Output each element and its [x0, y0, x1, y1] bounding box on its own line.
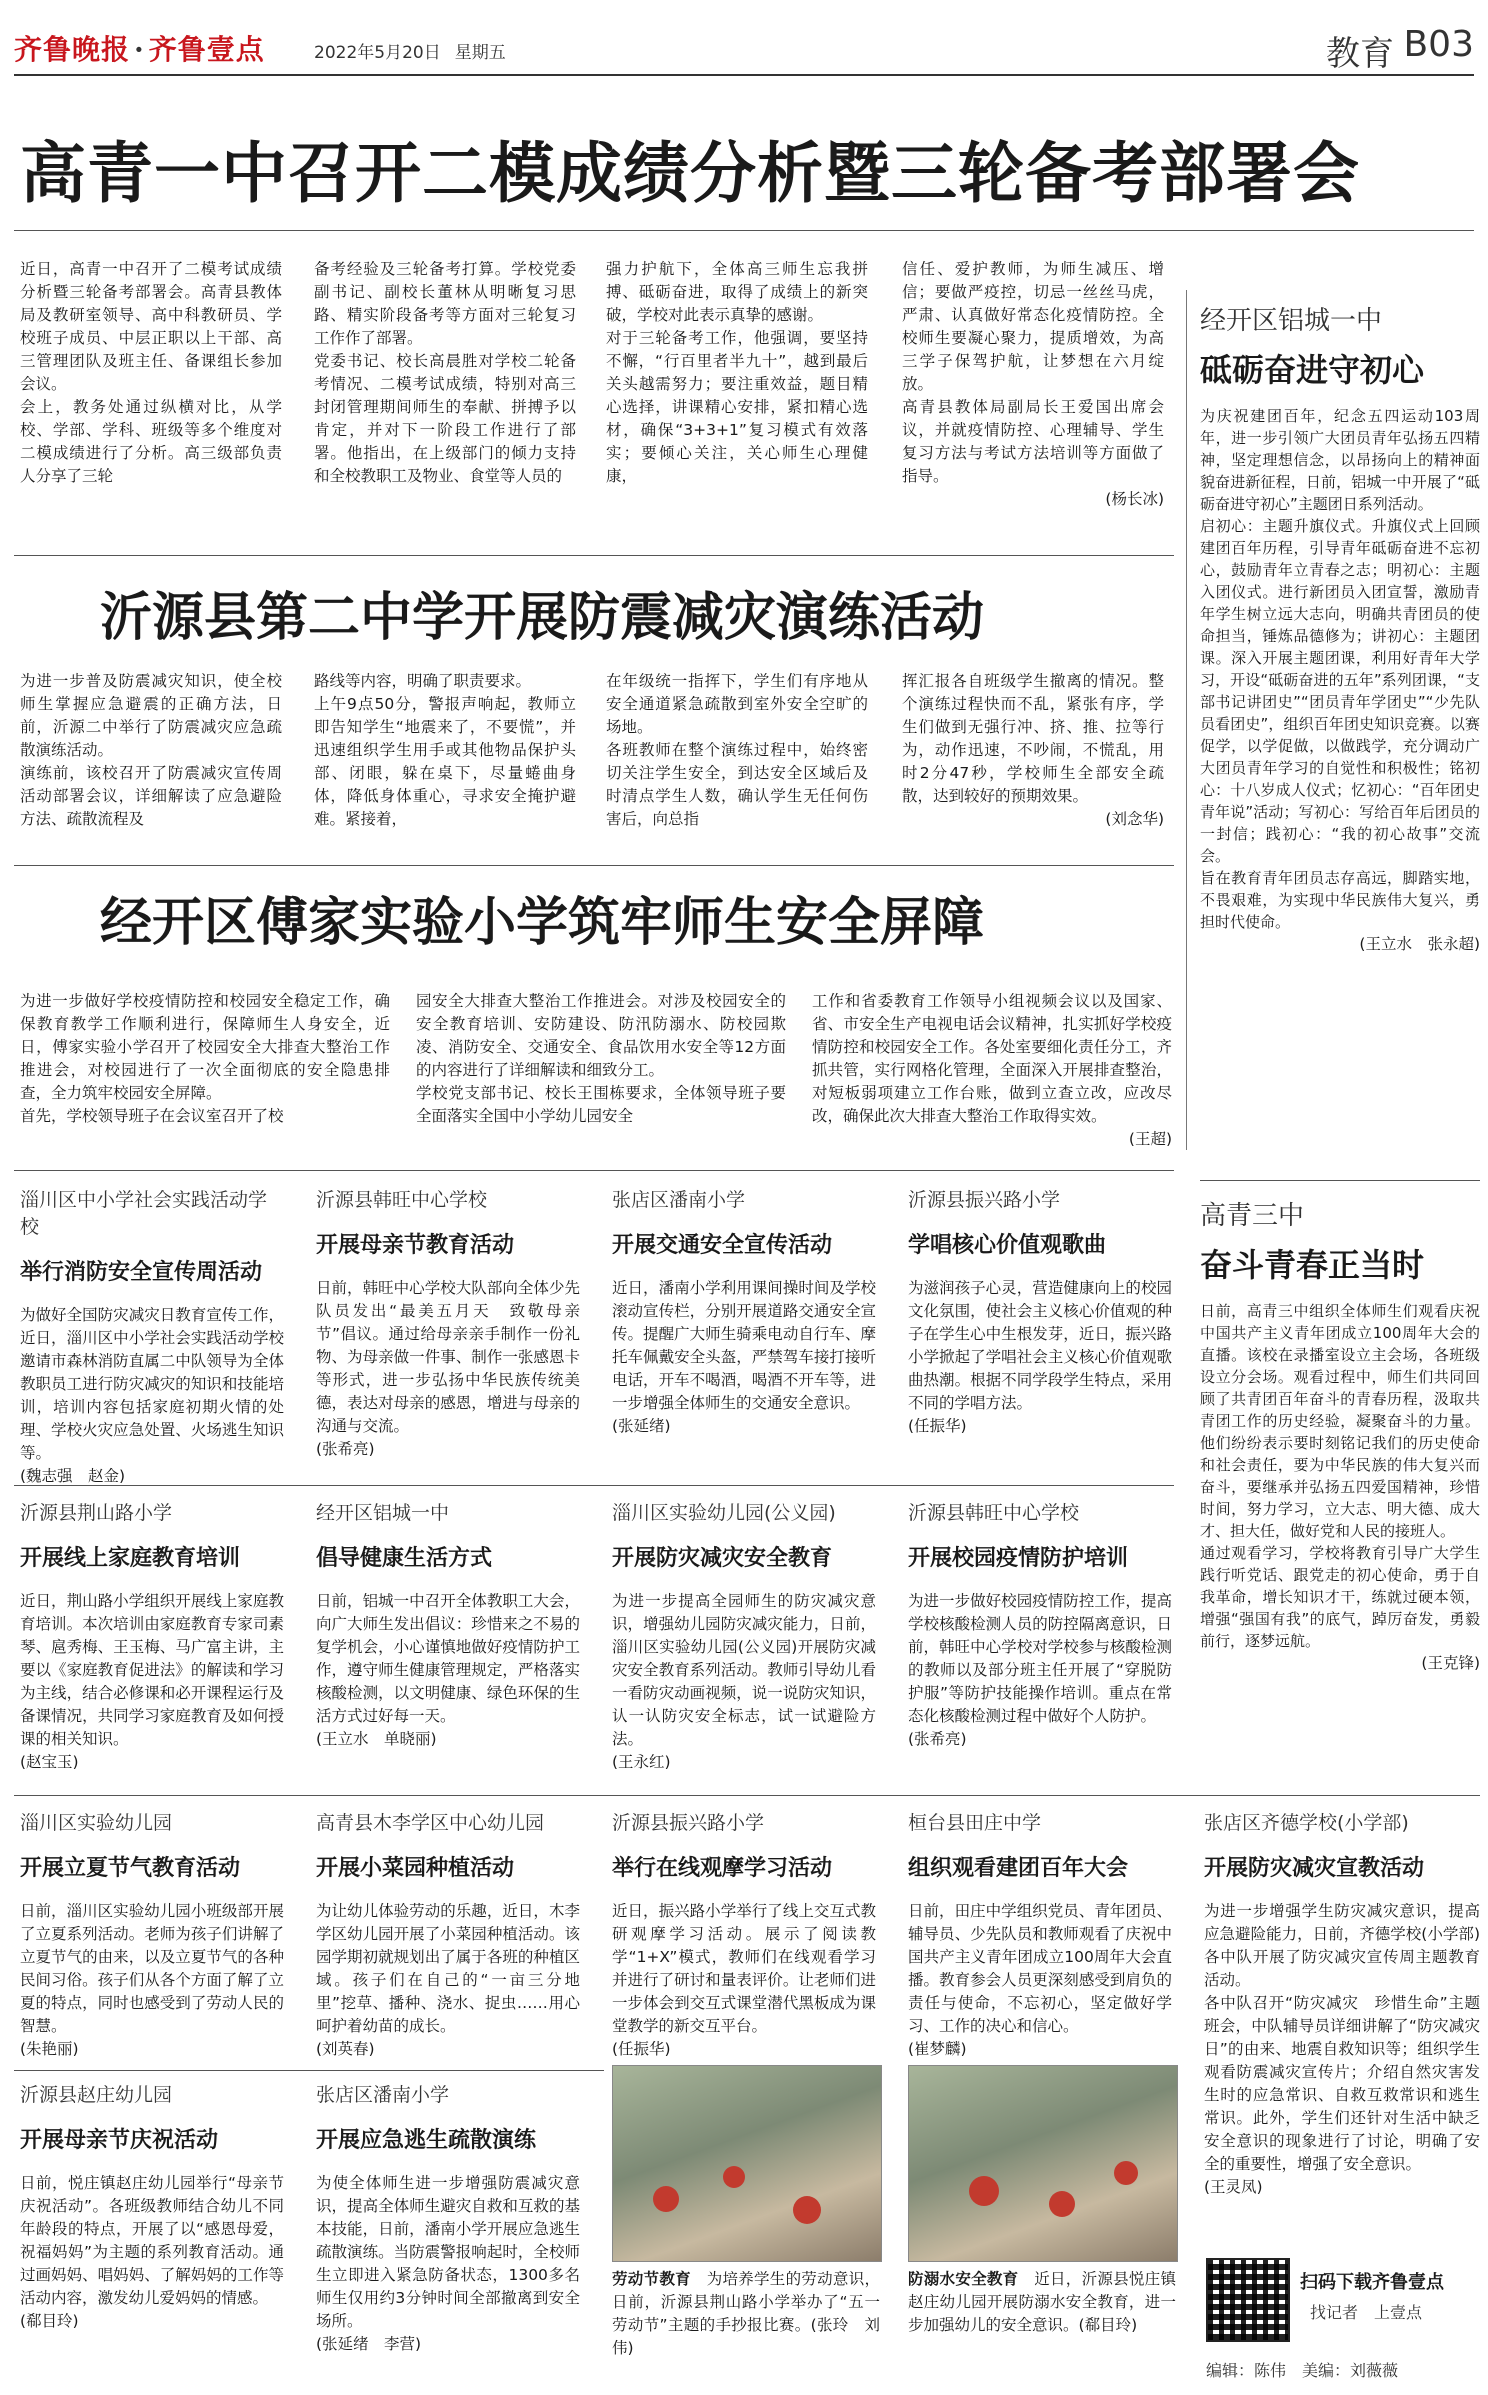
- lead-byline: (杨长冰): [1105, 490, 1164, 508]
- brief-category: 沂源县振兴路小学: [612, 1812, 765, 1834]
- brief-title: 开展应急逃生疏散演练: [316, 2127, 537, 2153]
- lead-headline: 高青一中召开二模成绩分析暨三轮备考部署会: [20, 134, 1360, 212]
- caption-text: 为培养学生的劳动意识，日前，沂源县荆山路小学举办了“五一劳动节”主题的手抄报比赛。: [612, 2270, 880, 2334]
- brief-text: 为滋润孩子心灵，营造健康向上的校园文化氛围，使社会主义核心价值观的种子在学生心中生根发芽，近日，振兴路小学掀起了学唱社会主义核心价值观歌曲热潮。根据不同学段学生特点，采用不同的学唱方法。: [908, 1279, 1172, 1412]
- brief-r1-3: [612, 1185, 876, 1438]
- briefs-rule-3: [14, 1795, 1480, 1796]
- brief-r2-2: [316, 1498, 580, 1751]
- brief-text: 为进一步提高全园师生的防灾减灾意识，增强幼儿园防灾减灾能力，日前，淄川区实验幼儿园(公义园)开展防灾减灾安全教育系列活动。教师引导幼儿看一看防灾动画视频，说一说防灾知识，认一认防灾安全标志，试一试避险方法。: [612, 1592, 876, 1748]
- sidebar-article-2: [1200, 1195, 1480, 1675]
- brief-title: 开展立夏节气教育活动: [20, 1855, 241, 1881]
- brief-text: 日前，田庄中学组织党员、青年团员、辅导员、少先队员和教师观看了庆祝中国共产主义青年团成立100周年大会直播。教育参会人员更深刻感受到肩负的责任与使命，不忘初心，坚定做好学习、工作的决心和信心。: [908, 1902, 1172, 2035]
- photo-caption-2: [908, 2268, 1176, 2337]
- masthead: [14, 16, 1474, 76]
- issue-date: [314, 38, 506, 63]
- brief-byline: (张延绪): [612, 1417, 671, 1435]
- sidebar1-text: 为庆祝建团百年，纪念五四运动103周年，进一步引领广大团员青年弘扬五四精神，坚定理想信念，以昂扬向上的精神面貌奋进新征程，日前，铝城一中开展了“砥砺奋进守初心”主题团日系列活动。 启初心：主题升旗仪式。升旗仪式上回顾建团百年历程，引导青年砥砺奋进不忘初心，鼓励青年立青春之志；明初心：主题入团仪式。进行新团员入团宣誓，激励青年学生树立远大志向，明确共青团员的使命担当，锤炼品德修为；讲初心：主题团课。深入开展主题团课，利用好青年大学习，开设“砥砺奋进的五年”系列团课，“支部书记讲团史”“团员青年学团史”“少先队员看团史”，组织百年团史知识竞赛。以赛促学，以学促做，以做践学，充分调动广大团员青年学习的自觉性和积极性；铭初心：十八岁成人仪式；忆初心：“百年团史青年说”活动；写初心：写给百年后团员的一封信；践初心：“我的初心故事”交流会。 旨在教育青年团员志存高远，脚踏实地，不畏艰难，为实现中华民族伟大复兴，勇担时代使命。: [1200, 407, 1480, 931]
- brief-title: 组织观看建团百年大会: [908, 1855, 1129, 1881]
- credits: 编辑：陈伟 美编：刘薇薇: [1206, 2361, 1399, 2380]
- brief-byline: (张延绪 李营): [316, 2335, 422, 2353]
- brief-text: 近日，荆山路小学组织开展线上家庭教育培训。本次培训由家庭教育专家司素琴、扈秀梅、王玉梅、马广富主讲，主要以《家庭教育促进法》的解读和学习为主线，结合必修课和必开课程运行及备课情况，共同学习家庭教育及如何授课的相关知识。: [20, 1592, 284, 1748]
- brief-r3-2: [316, 1808, 580, 2061]
- sidebar2-text: 日前，高青三中组织全体师生们观看庆祝中国共产主义青年团成立100周年大会的直播。该校在录播室设立主会场，各班级设立分会场。观看过程中，师生们共同回顾了共青团百年奋斗的青春历程，汲取共青团工作的历史经验，凝聚奋斗的力量。他们纷纷表示要时刻铭记我们的历史使命和社会责任，要为中华民族的伟大复兴而奋斗，要继承并弘扬五四爱国精神，珍惜时间，努力学习，立大志、明大德、成大才、担大任，做好党和人民的接班人。 通过观看学习，学校将教育引导广大学生践行听党话、跟党走的初心使命，勇于自我革命，增长知识才干，练就过硬本领，增强“强国有我”的底气，踔厉奋发，勇毅前行，逐梦远航。: [1200, 1302, 1480, 1650]
- brief-title: 开展防灾减灾宣教活动: [1204, 1855, 1425, 1881]
- brief-byline: (崔梦麟): [908, 2040, 967, 2058]
- logo-main: 齐鲁晚报: [14, 33, 131, 66]
- photo-caption-1: [612, 2268, 880, 2360]
- newspaper-logo[interactable]: 齐鲁晚报 · 齐鲁壹点: [14, 33, 265, 66]
- brief-category: 桓台县田庄中学: [908, 1812, 1042, 1834]
- article3-byline: (王超): [1128, 1130, 1172, 1148]
- brief-byline: (朱艳丽): [20, 2040, 79, 2058]
- brief-category: 经开区铝城一中: [316, 1502, 450, 1524]
- brief-category: 张店区潘南小学: [612, 1189, 746, 1211]
- brief-category: 沂源县韩旺中心学校: [316, 1189, 488, 1211]
- sidebar2-title: 奋斗青春正当时: [1200, 1246, 1425, 1284]
- article3-col-3: 工作和省委教育工作领导小组视频会议以及国家、省、市安全生产电视电话会议精神，扎实抓好学校疫情防控和校园安全工作。各处室要细化责任分工，齐抓共管，实行网格化管理，全面深入开展排查整治，对短板弱项建立工作台账，做到立查立改，应改尽改，确保此次大排查大整治工作取得实效。 (王超): [812, 990, 1172, 1174]
- article2-col-2: 路线等内容，明确了职责要求。 上午9点50分，警报声响起，教师立即告知学生“地震来了，不要慌”，并迅速组织学生用手或其他物品保护头部、闭眼，躲在桌下，尽量蜷曲身体，降低身体重心，寻求安全掩护避难。紧接着，: [314, 672, 576, 828]
- brief-category: 沂源县振兴路小学: [908, 1189, 1061, 1211]
- caption-lead: 防溺水安全教育: [908, 2270, 1019, 2288]
- brief-byline: (任振华): [612, 2040, 671, 2058]
- brief-byline: (任振华): [908, 1417, 967, 1435]
- brief-title: 开展母亲节教育活动: [316, 1232, 515, 1258]
- weekday-text: 星期五: [454, 43, 506, 63]
- brief-title: 开展校园疫情防护培训: [908, 1545, 1129, 1571]
- article3-headline: 经开区傅家实验小学筑牢师生安全屏障: [100, 892, 985, 953]
- article2-rule: [14, 555, 1174, 556]
- brief-text: 日前，悦庄镇赵庄幼儿园举行“母亲节庆祝活动”。各班级教师结合幼儿不同年龄段的特点，开展了以“感恩母爱，祝福妈妈”为主题的系列教育活动。通过画妈妈、唱妈妈、了解妈妈的工作等活动内容，激发幼儿爱妈妈的情感。: [20, 2174, 284, 2307]
- brief-r2-4: [908, 1498, 1172, 1751]
- brief-text: 为进一步做好校园疫情防控工作，提高学校核酸检测人员的防控隔离意识，日前，韩旺中心学校对学校参与核酸检测的教师以及部分班主任开展了“穿脱防护服”等防护技能操作培训。重点在常态化核酸检测过程中做好个人防护。: [908, 1592, 1172, 1725]
- sidebar-article-1: [1200, 300, 1480, 956]
- brief-text: 为让幼儿体验劳动的乐趣，近日，木李学区幼儿园开展了小菜园种植活动。该园学期初就规划出了属于各班的种植区域。孩子们在自己的“一亩三分地里”挖草、播种、浇水、捉虫……用心呵护着幼苗的成长。: [316, 1902, 580, 2035]
- section-name: 教育: [1326, 34, 1394, 74]
- brief-byline: (张希亮): [908, 1730, 967, 1748]
- qr-code-icon[interactable]: [1206, 2258, 1290, 2342]
- brief-r1-2: [316, 1185, 580, 1461]
- article3-rule: [14, 865, 1174, 866]
- brief-byline: (赵宝玉): [20, 1753, 79, 1771]
- brief-text: 为做好全国防灾减灾日教育宣传工作，近日，淄川区中小学社会实践活动学校邀请市森林消防直属二中队领导为全体教职员工进行防灾减灾的知识和技能培训，培训内容包括家庭初期火情的处理、学校火灾应急处置、火场逃生知识等。: [20, 1306, 284, 1462]
- brief-r4-1: [20, 2080, 284, 2333]
- brief-byline: (王灵凤): [1204, 2178, 1263, 2196]
- caption-byline: (郗目玲): [1078, 2316, 1138, 2334]
- article3-col-2: 园安全大排查大整治工作推进会。对涉及校园安全的安全教育培训、安防建设、防汛防溺水、防校园欺凌、消防安全、交通安全、食品饮用水安全等12方面的内容进行了详细解读和细致分工。 学校党支部书记、校长王围栋要求，全体领导班子要全面落实全国中小学幼儿园安全: [416, 992, 786, 1125]
- lead-col-3: 强力护航下，全体高三师生忘我拼搏、砥砺奋进，取得了成绩上的新突破，学校对此表示真挚的感谢。 对于三轮备考工作，他强调，要坚持不懈，“行百里者半九十”，越到最后关头越需努力；要注重效益，题目精心选择，讲课精心安排，紧扣精心选材，确保“3+3+1”复习模式有效落实；要倾心关注，关心师生心理健康，: [606, 260, 868, 485]
- brief-r3-4: [908, 1808, 1172, 2061]
- lead-col-4: 信任、爱护教师，为师生减压、增信；要做严疫控，切忌一丝丝马虎，严肃、认真做好常态化疫情防控。全校师生要凝心聚力，提质增效，为高三学子保驾护航，让梦想在六月绽放。 高青县教体局副局长王爱国出席会议，并就疫情防控、心理辅导、学生复习方法与考试方法培训等方面做了指导。 (杨长冰): [902, 258, 1164, 534]
- brief-r3-5: [1204, 1808, 1480, 2199]
- brief-r1-1: [20, 1185, 284, 1488]
- brief-byline: (王永红): [612, 1753, 671, 1771]
- sidebar2-byline: (王克锋): [1421, 1654, 1480, 1672]
- brief-title: 学唱核心价值观歌曲: [908, 1232, 1107, 1258]
- sidebar2-rule: [1200, 1180, 1480, 1181]
- page-number: B03: [1403, 24, 1474, 65]
- brief-byline: (郗目玲): [20, 2312, 79, 2330]
- lead-col-2: 备考经验及三轮备考打算。学校党委副书记、副校长董林从明晰复习思路、精实阶段备考等方面对三轮复习工作作了部署。 党委书记、校长高晨胜对学校二轮备考情况、二模考试成绩，特别对高三封闭管理期间师生的奉献、拼搏予以肯定，并对下一阶段工作进行了部署。他指出，在上级部门的倾力支持和全校教职工及物业、食堂等人员的: [314, 260, 576, 485]
- sidebar-divider: [1186, 290, 1187, 1150]
- brief-category: 张店区齐德学校(小学部): [1204, 1812, 1409, 1834]
- article3-col-1: 为进一步做好学校疫情防控和校园安全稳定工作，确保教育教学工作顺利进行，保障师生人身安全，近日，傅家实验小学召开了校园安全大排查大整治工作推进会，对校园进行了一次全面彻底的安全隐患排查，全力筑牢校园安全屏障。 首先，学校领导班子在会议室召开了校: [20, 992, 390, 1125]
- brief-title: 开展防灾减灾安全教育: [612, 1545, 833, 1571]
- brief-category: 淄川区实验幼儿园: [20, 1812, 173, 1834]
- brief-category: 张店区潘南小学: [316, 2084, 450, 2106]
- brief-text: 日前，韩旺中心学校大队部向全体少先队员发出“最美五月天 致敬母亲节”倡议。通过给母亲亲手制作一份礼物、为母亲做一件事、制作一张感恩卡等形式，进一步弘扬中华民族传统美德，表达对母亲的感恩，增进与母亲的沟通与交流。: [316, 1279, 580, 1435]
- brief-category: 沂源县赵庄幼儿园: [20, 2084, 173, 2106]
- caption-byline: (张玲 刘伟): [612, 2316, 880, 2357]
- brief-title: 开展母亲节庆祝活动: [20, 2127, 219, 2153]
- brief-category: 淄川区中小学社会实践活动学校: [20, 1189, 268, 1238]
- logo-sub: 齐鲁壹点: [148, 33, 265, 66]
- photo-handcopy-newspaper[interactable]: [612, 2065, 882, 2262]
- article2-col-4: 挥汇报各自班级学生撤离的情况。整个演练过程快而不乱，紧张有序，学生们做到无强行冲、挤、推、拉等行为，动作迅速，不吵闹，不慌乱，用时2分47秒，学校师生全部安全疏散，达到较好的预期效果。 (刘念华): [902, 670, 1164, 854]
- brief-title: 开展交通安全宣传活动: [612, 1232, 833, 1258]
- brief-title: 举行消防安全宣传周活动: [20, 1259, 263, 1285]
- photo-figure: [969, 2176, 999, 2206]
- editor-contact: 找记者 上壹点: [1310, 2303, 1423, 2322]
- brief-r2-1: [20, 1498, 284, 1774]
- sidebar1-category: 经开区铝城一中: [1200, 306, 1383, 336]
- brief-category: 高青县木李学区中心幼儿园: [316, 1812, 545, 1834]
- caption-text: 近日，沂源县悦庄镇赵庄幼儿园开展防溺水安全教育，进一步加强幼儿的安全意识。: [908, 2270, 1176, 2334]
- brief-byline: (张希亮): [316, 1440, 375, 1458]
- brief-text: 日前，淄川区实验幼儿园小班级部开展了立夏系列活动。老师为孩子们讲解了立夏节气的由来，以及立夏节气的各种民间习俗。孩子们从各个方面了解了立夏的特点，同时也感受到了劳动人民的智慧。: [20, 1902, 284, 2035]
- brief-text: 为使全体师生进一步增强防震减灾意识，提高全体师生避灾自救和互救的基本技能，日前，潘南小学开展应急逃生疏散演练。当防震警报响起时，全校师生立即进入紧急防备状态，1300多名师生仅用约3分钟时间全部撤离到安全场所。: [316, 2174, 580, 2330]
- brief-r3-3: [612, 1808, 876, 2061]
- brief-category: 沂源县荆山路小学: [20, 1502, 173, 1524]
- brief-title: 举行在线观摩学习活动: [612, 1855, 833, 1881]
- brief-text: 近日，振兴路小学举行了线上交互式教研观摩学习活动。展示了阅读教学“1+X”模式，教师们在线观看学习并进行了研讨和量表评价。让老师们进一步体会到交互式课堂潜代黑板成为课堂教学的新交互平台。: [612, 1902, 876, 2035]
- headline-rule: [14, 230, 1474, 231]
- brief-text: 为进一步增强学生防灾减灾意识，提高应急避险能力，日前，齐德学校(小学部)各中队开展了防灾减灾宣传周主题教育活动。 各中队召开“防灾减灾 珍惜生命”主题班会，中队辅导员详细讲解了“防灾减灾日”的由来、地震自救知识等；组织学生观看防震减灾宣传片；介绍自然灾害发生时的应急常识、自救互救常识和逃生常识。此外，学生们还针对生活中缺乏安全意识的现象进行了讨论，明确了安全的重要性，增强了安全意识。: [1204, 1902, 1480, 2173]
- sidebar1-byline: (王立水 张永超): [1359, 935, 1480, 953]
- photo-figure: [793, 2196, 821, 2224]
- brief-category: 淄川区实验幼儿园(公义园): [612, 1502, 836, 1524]
- brief-r3-1: [20, 1808, 284, 2061]
- brief-byline: (王立水 单晓丽): [316, 1730, 437, 1748]
- sidebar2-category: 高青三中: [1200, 1201, 1305, 1231]
- article2-headline: 沂源县第二中学开展防震减灾演练活动: [100, 587, 985, 648]
- brief-title: 开展小菜园种植活动: [316, 1855, 515, 1881]
- article2-col-3: 在年级统一指挥下，学生们有序地从安全通道紧急疏散到室外安全空旷的场地。 各班教师在整个演练过程中，始终密切关注学生安全，到达安全区域后及时清点学生人数，确认学生无任何伤害后，向总指: [606, 672, 868, 828]
- brief-byline: (魏志强 赵金): [20, 1467, 126, 1485]
- article2-byline: (刘念华): [1105, 810, 1164, 828]
- brief-title: 倡导健康生活方式: [316, 1545, 493, 1571]
- sidebar1-title: 砥砺奋进守初心: [1200, 351, 1425, 389]
- photo-figure: [723, 2166, 745, 2188]
- brief-title: 开展线上家庭教育培训: [20, 1545, 241, 1571]
- briefs-rule-1: [14, 1170, 1174, 1171]
- brief-r2-3: [612, 1498, 876, 1774]
- briefs-rule-2: [14, 1485, 1174, 1486]
- brief-text: 日前，铝城一中召开全体教职工大会，向广大师生发出倡议：珍惜来之不易的复学机会，小心谨慎地做好疫情防护工作，遵守师生健康管理规定，严格落实核酸检测，以文明健康、绿色环保的生活方式过好每一天。: [316, 1592, 580, 1725]
- caption-lead: 劳动节教育: [612, 2270, 691, 2288]
- brief-byline: (刘英春): [316, 2040, 375, 2058]
- photo-drowning-safety[interactable]: [908, 2065, 1178, 2262]
- brief-text: 近日，潘南小学利用课间操时间及学校滚动宣传栏，分别开展道路交通安全宣传。提醒广大师生骑乘电动自行车、摩托车佩戴安全头盔，严禁驾车接打接听电话，开车不喝酒，喝酒不开车等，进一步增强全体师生的交通安全意识。: [612, 1279, 876, 1412]
- brief-r1-4: [908, 1185, 1172, 1438]
- photo-figure: [1049, 2191, 1075, 2217]
- brief-r4-2: [316, 2080, 580, 2356]
- briefs-rule-4: [14, 2070, 604, 2071]
- brief-category: 沂源县韩旺中心学校: [908, 1502, 1080, 1524]
- article2-col-1: 为进一步普及防震减灾知识，使全校师生掌握应急避震的正确方法，日前，沂源二中举行了防震减灾应急疏散演练活动。 演练前，该校召开了防震减灾宣传周活动部署会议，详细解读了应急避险方法、疏散流程及: [20, 672, 282, 828]
- lead-col-1: 近日，高青一中召开了二模考试成绩分析暨三轮备考部署会。高青县教体局及教研室领导、高中科教研员、学校班子成员、中层正职以上干部、高三管理团队及班主任、备课组长参加会议。 会上，教务处通过纵横对比，从学校、学部、学科、班级等多个维度对二模成绩进行了分析。高三级部负责人分享了三轮: [20, 260, 282, 485]
- qr-label: 扫码下载齐鲁壹点: [1300, 2272, 1444, 2293]
- photo-figure: [1114, 2161, 1138, 2185]
- photo-figure: [653, 2186, 679, 2212]
- date-text: 2022年5月20日: [314, 43, 441, 63]
